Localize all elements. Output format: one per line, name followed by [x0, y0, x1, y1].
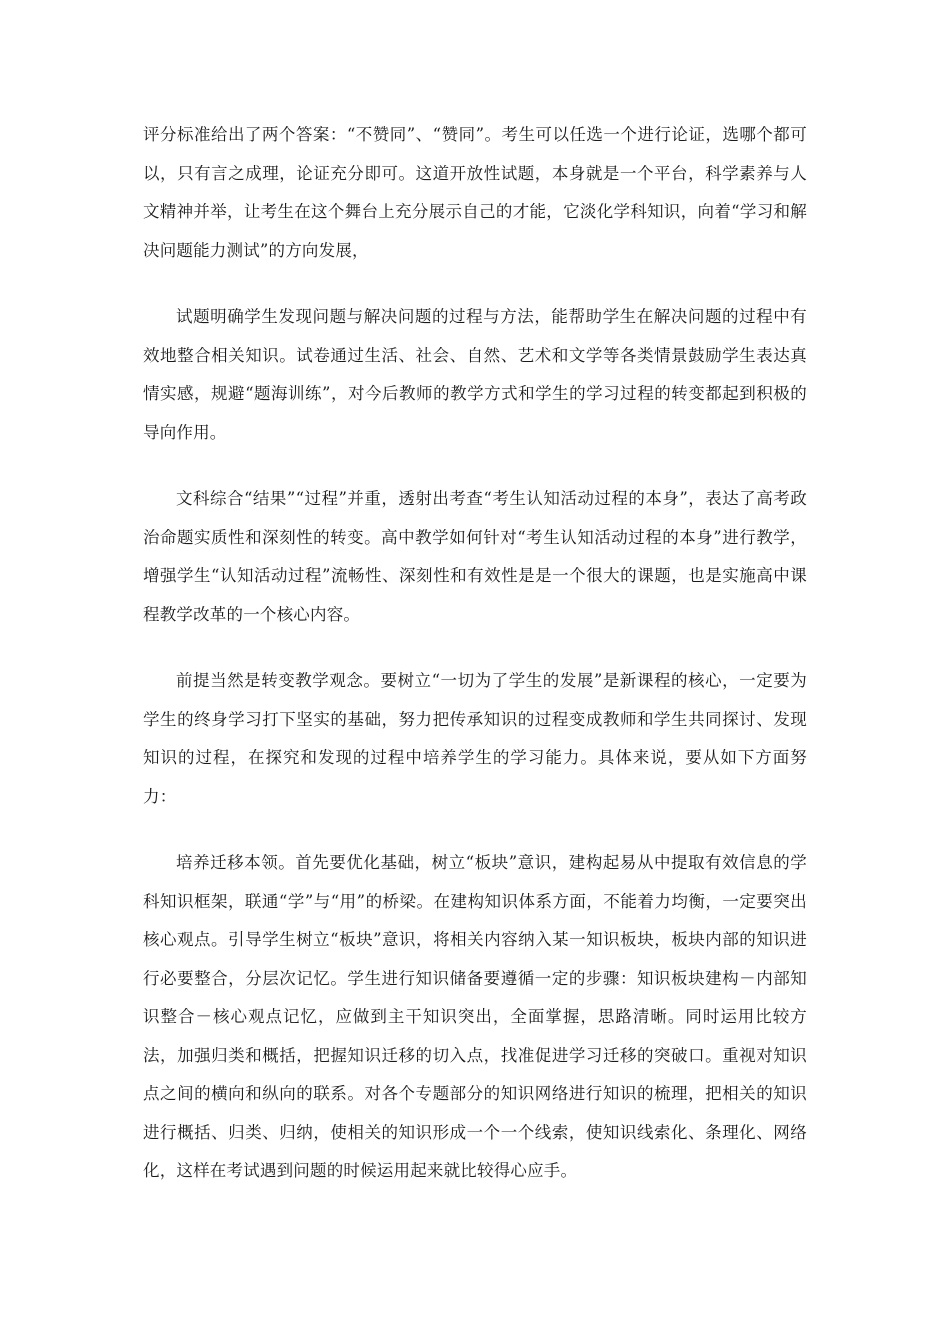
paragraph-scoring-standard: 评分标准给出了两个答案：“不赞同”、“赞同”。考生可以任选一个进行论证，选哪个都可以，只有言之成理，论证充分即可。这道开放性试题，本身就是一个平台，科学素养与人文精神并举，让考生在这个舞台上充分展示自己的才能，它淡化学科知识，向着“学习和解决问题能力测试”的方向发展，	[143, 125, 807, 260]
paragraph-problem-solving: 试题明确学生发现问题与解决问题的过程与方法，能帮助学生在解决问题的过程中有效地整合相关知识。试卷通过生活、社会、自然、艺术和文学等各类情景鼓励学生表达真情实感，规避“题海训练”，对今后教师的教学方式和学生的学习过程的转变都起到积极的导向作用。	[143, 307, 807, 442]
paragraph-result-process: 文科综合“结果”“过程”并重，透射出考查“考生认知活动过程的本身”，表达了高考政治命题实质性和深刻性的转变。高中教学如何针对“考生认知活动过程的本身”进行教学，增强学生“认知活动过程”流畅性、深刻性和有效性是是一个很大的课题，也是实施高中课程教学改革的一个核心内容。	[143, 489, 807, 624]
paragraph-transfer-ability: 培养迁移本领。首先要优化基础，树立“板块”意识，建构起易从中提取有效信息的学科知识框架，联通“学”与“用”的桥梁。在建构知识体系方面，不能着力均衡，一定要突出核心观点。引导学生树立“板块”意识，将相关内容纳入某一知识板块，板块内部的知识进行必要整合，分层次记忆。学生进行知识储备要遵循一定的步骤：知识板块建构－内部知识整合－核心观点记忆，应做到主干知识突出，全面掌握，思路清晰。同时运用比较方法，加强归类和概括，把握知识迁移的切入点，找准促进学习迁移的突破口。重视对知识点之间的横向和纵向的联系。对各个专题部分的知识网络进行知识的梳理，把相关的知识进行概括、归类、归纳，使相关的知识形成一个一个线索，使知识线索化、条理化、网络化，这样在考试遇到问题的时候运用起来就比较得心应手。	[143, 853, 807, 1180]
paragraph-teaching-concept: 前提当然是转变教学观念。要树立“一切为了学生的发展”是新课程的核心，一定要为学生的终身学习打下坚实的基础，努力把传承知识的过程变成教师和学生共同探讨、发现知识的过程，在探究和发现的过程中培养学生的学习能力。具体来说，要从如下方面努力：	[143, 671, 807, 806]
